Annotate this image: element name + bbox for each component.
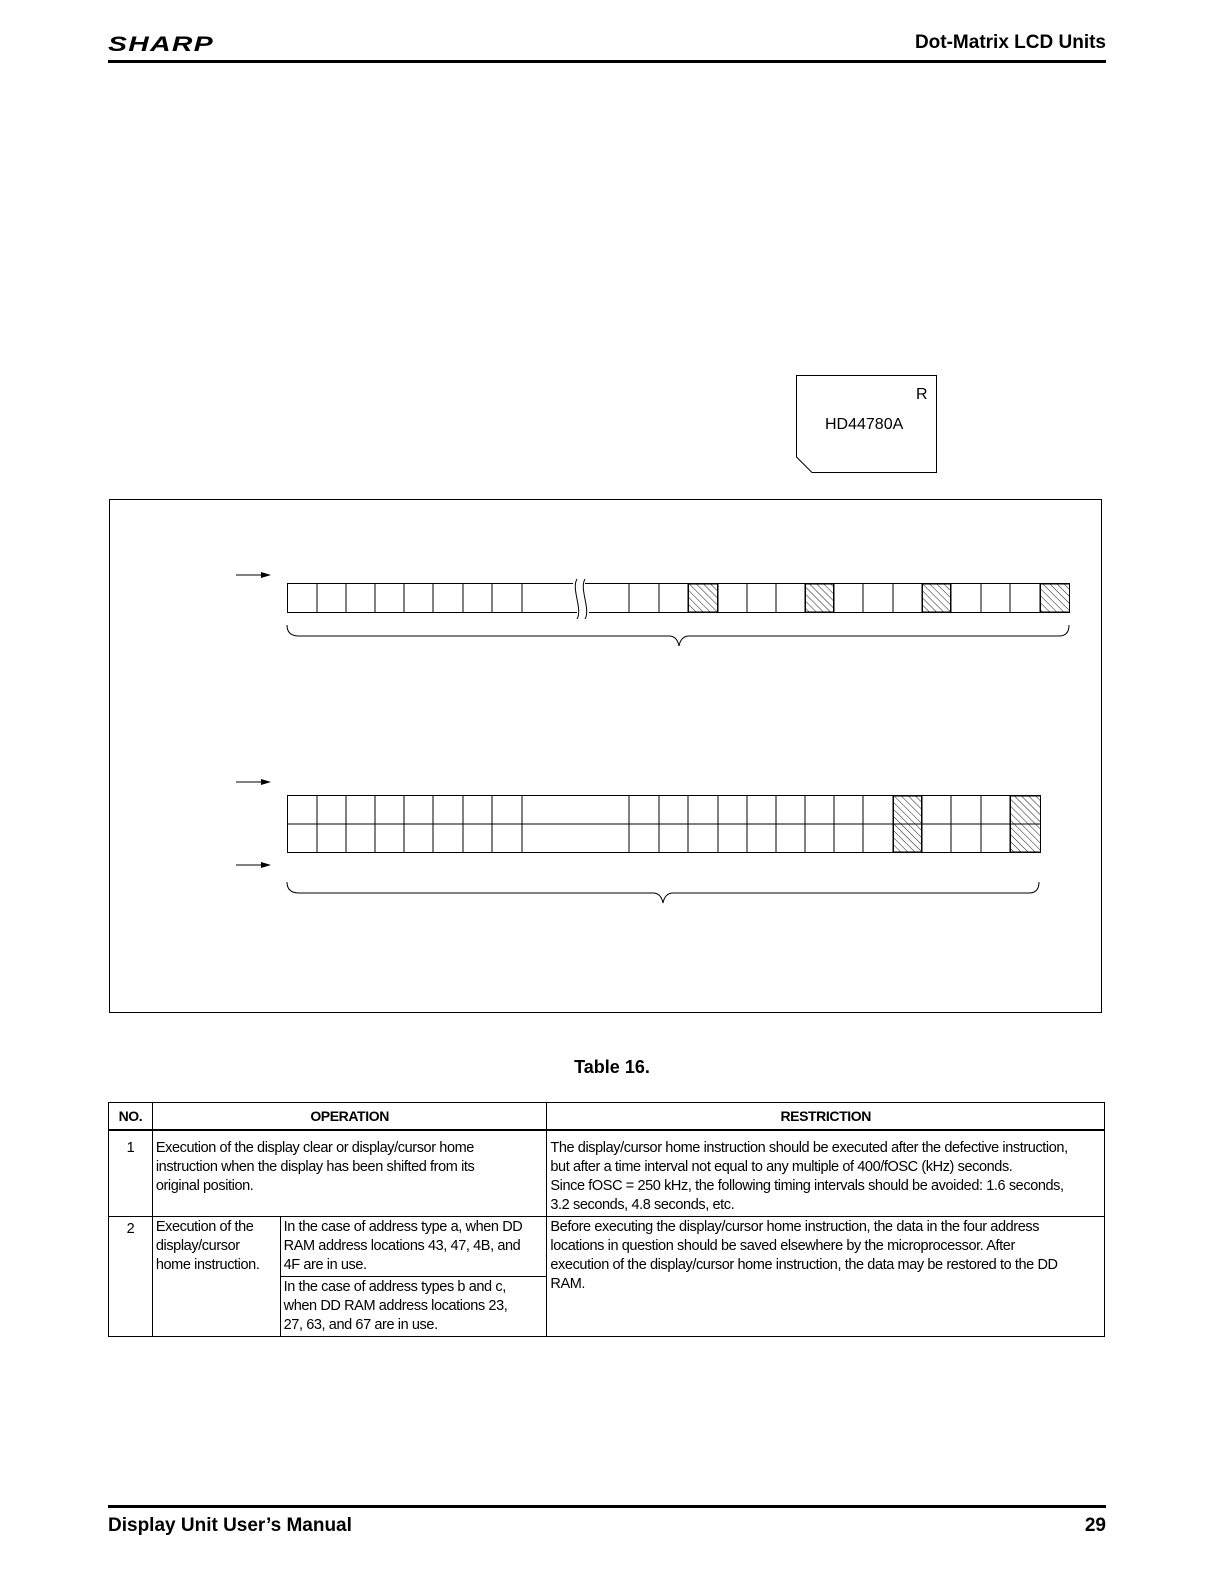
restriction-cell [547, 1217, 1105, 1337]
case-a-cell [280, 1217, 547, 1277]
case-bc-line: 27, 63, and 67 are in use. [283, 1317, 438, 1333]
restriction-line: 3.2 seconds, 4.8 seconds, etc. [550, 1197, 735, 1213]
restriction-line: Before executing the display/cursor home instruction, the data in the four address [550, 1219, 1040, 1235]
sharp-logo: SHARP [108, 33, 214, 56]
case-a-line: In the case of address type a, when DD [283, 1219, 523, 1235]
operation-cell [152, 1217, 280, 1337]
case-bc-cell [280, 1277, 547, 1337]
operation-line: display/cursor [155, 1238, 240, 1254]
case-bc-line: when DD RAM address locations 23, [283, 1298, 508, 1314]
arrow-icon [236, 862, 271, 868]
operation-line: Execution of the [155, 1219, 254, 1235]
table-caption: Table 16. [574, 1057, 650, 1077]
table-row [109, 1217, 1105, 1277]
case-bc-line: In the case of address types b and c, [283, 1279, 506, 1295]
operation-cell [152, 1130, 547, 1217]
header-title: Dot-Matrix LCD Units [914, 32, 1106, 53]
restriction-cell [547, 1130, 1105, 1217]
ddram-rows-2-3 [288, 796, 1041, 853]
ddram-row-1 [288, 584, 1070, 613]
address-diagram-frame [109, 499, 1102, 1013]
restriction-line: The display/cursor home instruction should be executed after the defective instruction, [550, 1140, 1068, 1156]
restriction-line: Since fOSC = 250 kHz, the following timing intervals should be avoided: 1.6 seconds, [550, 1178, 1064, 1194]
header-restriction: RESTRICTION [547, 1103, 1105, 1131]
operation-line: original position. [155, 1178, 254, 1194]
header-operation: OPERATION [152, 1103, 547, 1131]
case-a-line: RAM address locations 43, 47, 4B, and [283, 1238, 521, 1254]
operation-line: instruction when the display has been shifted from its [155, 1159, 475, 1175]
header-rule [108, 60, 1106, 63]
restriction-line: RAM. [550, 1276, 586, 1292]
brace-2 [287, 882, 1039, 903]
header-no: NO. [109, 1103, 153, 1131]
operation-line: home instruction. [155, 1257, 260, 1273]
operation-line: Execution of the display clear or display/cursor home [155, 1140, 474, 1156]
case-a-line: 4F are in use. [283, 1257, 367, 1273]
page-number: 29 [1084, 1515, 1106, 1536]
registered-mark: R [916, 386, 928, 403]
table-row [109, 1130, 1105, 1217]
row-number: 2 [109, 1217, 153, 1337]
table-header-row [109, 1103, 1105, 1131]
row-number: 1 [109, 1130, 153, 1217]
brace-1 [287, 625, 1069, 646]
arrow-icon [236, 779, 271, 785]
restriction-table [108, 1102, 1105, 1337]
restriction-line: locations in question should be saved elsewhere by the microprocessor. After [550, 1238, 1015, 1254]
chip-model: HD44780A [825, 416, 904, 433]
hatched-cells-row-1 [689, 584, 1070, 612]
footer-rule [108, 1505, 1106, 1508]
footer-manual-title: Display Unit User’s Manual [108, 1515, 352, 1536]
arrow-icon [236, 572, 271, 578]
break-mark [522, 579, 629, 619]
address-diagram [109, 499, 1102, 1013]
restriction-line: execution of the display/cursor home instruction, the data may be restored to the DD [550, 1257, 1058, 1273]
restriction-line: but after a time interval not equal to any multiple of 400/fOSC (kHz) seconds. [550, 1159, 1013, 1175]
